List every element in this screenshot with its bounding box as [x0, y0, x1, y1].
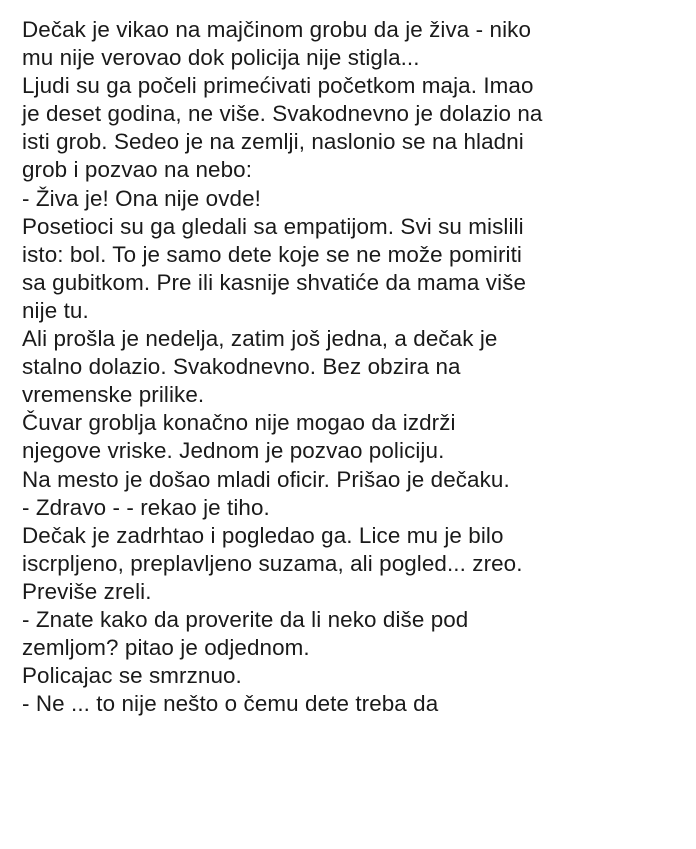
text-line: - Znate kako da proverite da li neko diše pod: [22, 606, 469, 632]
post-text: [22, 0, 692, 718]
text-line: - Zdravo - - rekao je tiho.: [22, 494, 270, 520]
text-line: je deset godina, ne više. Svakodnevno je dolazio na: [22, 101, 543, 127]
text-line: zemljom? pitao je odjednom.: [22, 635, 310, 661]
text-line: - Ne ... to nije nešto o čemu dete treba da: [22, 691, 439, 717]
text-line: mu nije verovao dok policija nije stigla...: [22, 45, 420, 71]
text-line: isti grob. Sedeo je na zemlji, naslonio se na hladni: [22, 129, 524, 155]
text-line: Čuvar groblja konačno nije mogao da izdrži: [22, 410, 456, 436]
text-line: isto: bol. To je samo dete koje se ne može pomiriti: [22, 241, 523, 267]
text-line: grob i pozvao na nebo:: [22, 157, 253, 183]
text-line: njegove vriske. Jednom je pozvao policiju.: [22, 438, 445, 464]
text-line: Dečak je zadrhtao i pogledao ga. Lice mu je bilo: [22, 522, 504, 548]
text-line: nije tu.: [22, 297, 89, 323]
text-line: sa gubitkom. Pre ili kasnije shvatiće da mama više: [22, 269, 527, 295]
text-line: Posetioci su ga gledali sa empatijom. Svi su mislili: [22, 213, 524, 239]
text-line: Na mesto je došao mladi oficir. Prišao je dečaku.: [22, 466, 510, 492]
text-line: Ali prošla je nedelja, zatim još jedna, a dečak je: [22, 326, 498, 352]
text-line: - Živa je! Ona nije ovde!: [22, 185, 261, 211]
text-line: Dečak je vikao na majčinom grobu da je živa - niko: [22, 17, 532, 42]
text-line: Previše zreli.: [22, 578, 152, 604]
text-line: iscrpljeno, preplavljeno suzama, ali pogled... zreo.: [22, 550, 523, 576]
text-line: Ljudi su ga počeli primećivati početkom maja. Imao: [22, 73, 534, 99]
text-line: vremenske prilike.: [22, 382, 205, 408]
text-line: stalno dolazio. Svakodnevno. Bez obzira na: [22, 354, 461, 380]
text-line: Policajac se smrznuo.: [22, 663, 242, 689]
